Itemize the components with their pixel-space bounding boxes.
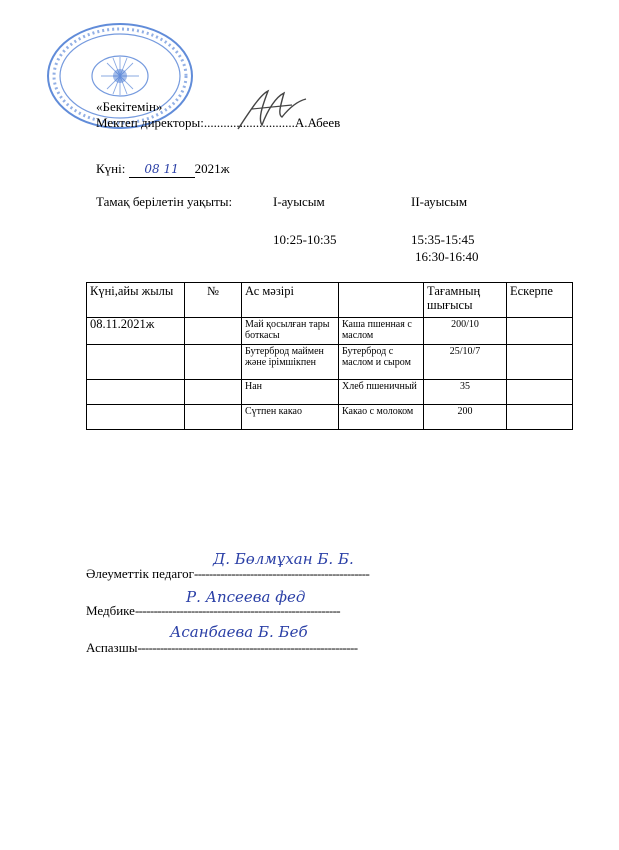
director-name: А.Абеев [294,115,341,130]
row-output: 200/10 [424,318,507,345]
menu-table [86,282,573,430]
row-menu-ru: Бутерброд с маслом и сыром [339,345,424,380]
nurse-dashes: ------------------------------------------------------- [134,603,341,618]
row-date [87,380,185,405]
row-number [185,405,242,430]
cook-label: Аспазшы [86,640,138,655]
header-number: № [185,283,242,318]
shift2-time-2: 16:30-16:40 [415,249,479,264]
row-number [185,318,242,345]
director-label: Мектеп директоры: [96,115,204,130]
social-pedagogue-label: Әлеуметтік педагог [86,566,194,581]
date-label: Күні: [96,161,126,176]
row-number [185,380,242,405]
row-output: 25/10/7 [424,345,507,380]
header-menu: Ас мәзірі [242,283,339,318]
shift2-time-1: 15:35-15:45 [411,232,475,247]
row-menu-kz: Сүтпен какао [242,405,339,430]
date-blank [129,161,195,178]
row-date [87,405,185,430]
cook-signature: Асанбаева Б. Беб [170,623,308,641]
social-pedagogue-signature: Д. Бөлмұхан Б. Б. [213,550,354,568]
approved-label: «Бекітемін» [96,99,163,114]
row-menu-kz: Май қосылған тары боткасы [242,318,339,345]
shift2-label: ІІ-ауысым [411,194,468,209]
row-menu-ru: Хлеб пшеничный [339,380,424,405]
shift1-label: І-ауысым [273,194,325,209]
header-note: Ескерпе [507,283,573,318]
table-header-row [87,283,573,318]
table-row [87,318,573,345]
row-output: 200 [424,405,507,430]
meal-time-label: Тамақ берілетін уақыты: [96,194,233,209]
nurse-signature: Р. Апсеева фед [186,588,306,606]
row-note [507,380,573,405]
row-note [507,405,573,430]
cook-line [86,640,357,656]
row-output: 35 [424,380,507,405]
header-date: Күні,айы жылы [87,283,185,318]
row-number [185,345,242,380]
row-note [507,345,573,380]
row-date [87,345,185,380]
table-row [87,345,573,380]
row-date: 08.11.2021ж [87,318,185,345]
row-menu-kz: Бутерброд маймен және ірімшікпен [242,345,339,380]
director-line [96,115,340,131]
date-suffix: 2021ж [194,161,230,176]
row-menu-kz: Нан [242,380,339,405]
social-pedagogue-line [86,566,369,582]
nurse-label: Медбике [86,603,135,618]
social-pedagogue-dashes: ----------------------------------------------- [193,566,370,581]
row-note [507,318,573,345]
date-line [96,161,230,178]
date-handwritten: 08 11 [144,162,179,176]
table-row [87,405,573,430]
director-dots: ............................ [203,115,295,130]
shift1-time: 10:25-10:35 [273,232,337,247]
header-output: Тағамның шығысы [424,283,507,318]
cook-dashes: ----------------------------------------------------------- [137,640,358,655]
table-row [87,380,573,405]
header-menu-ru [339,283,424,318]
row-menu-ru: Какао с молоком [339,405,424,430]
row-menu-ru: Каша пшенная с маслом [339,318,424,345]
